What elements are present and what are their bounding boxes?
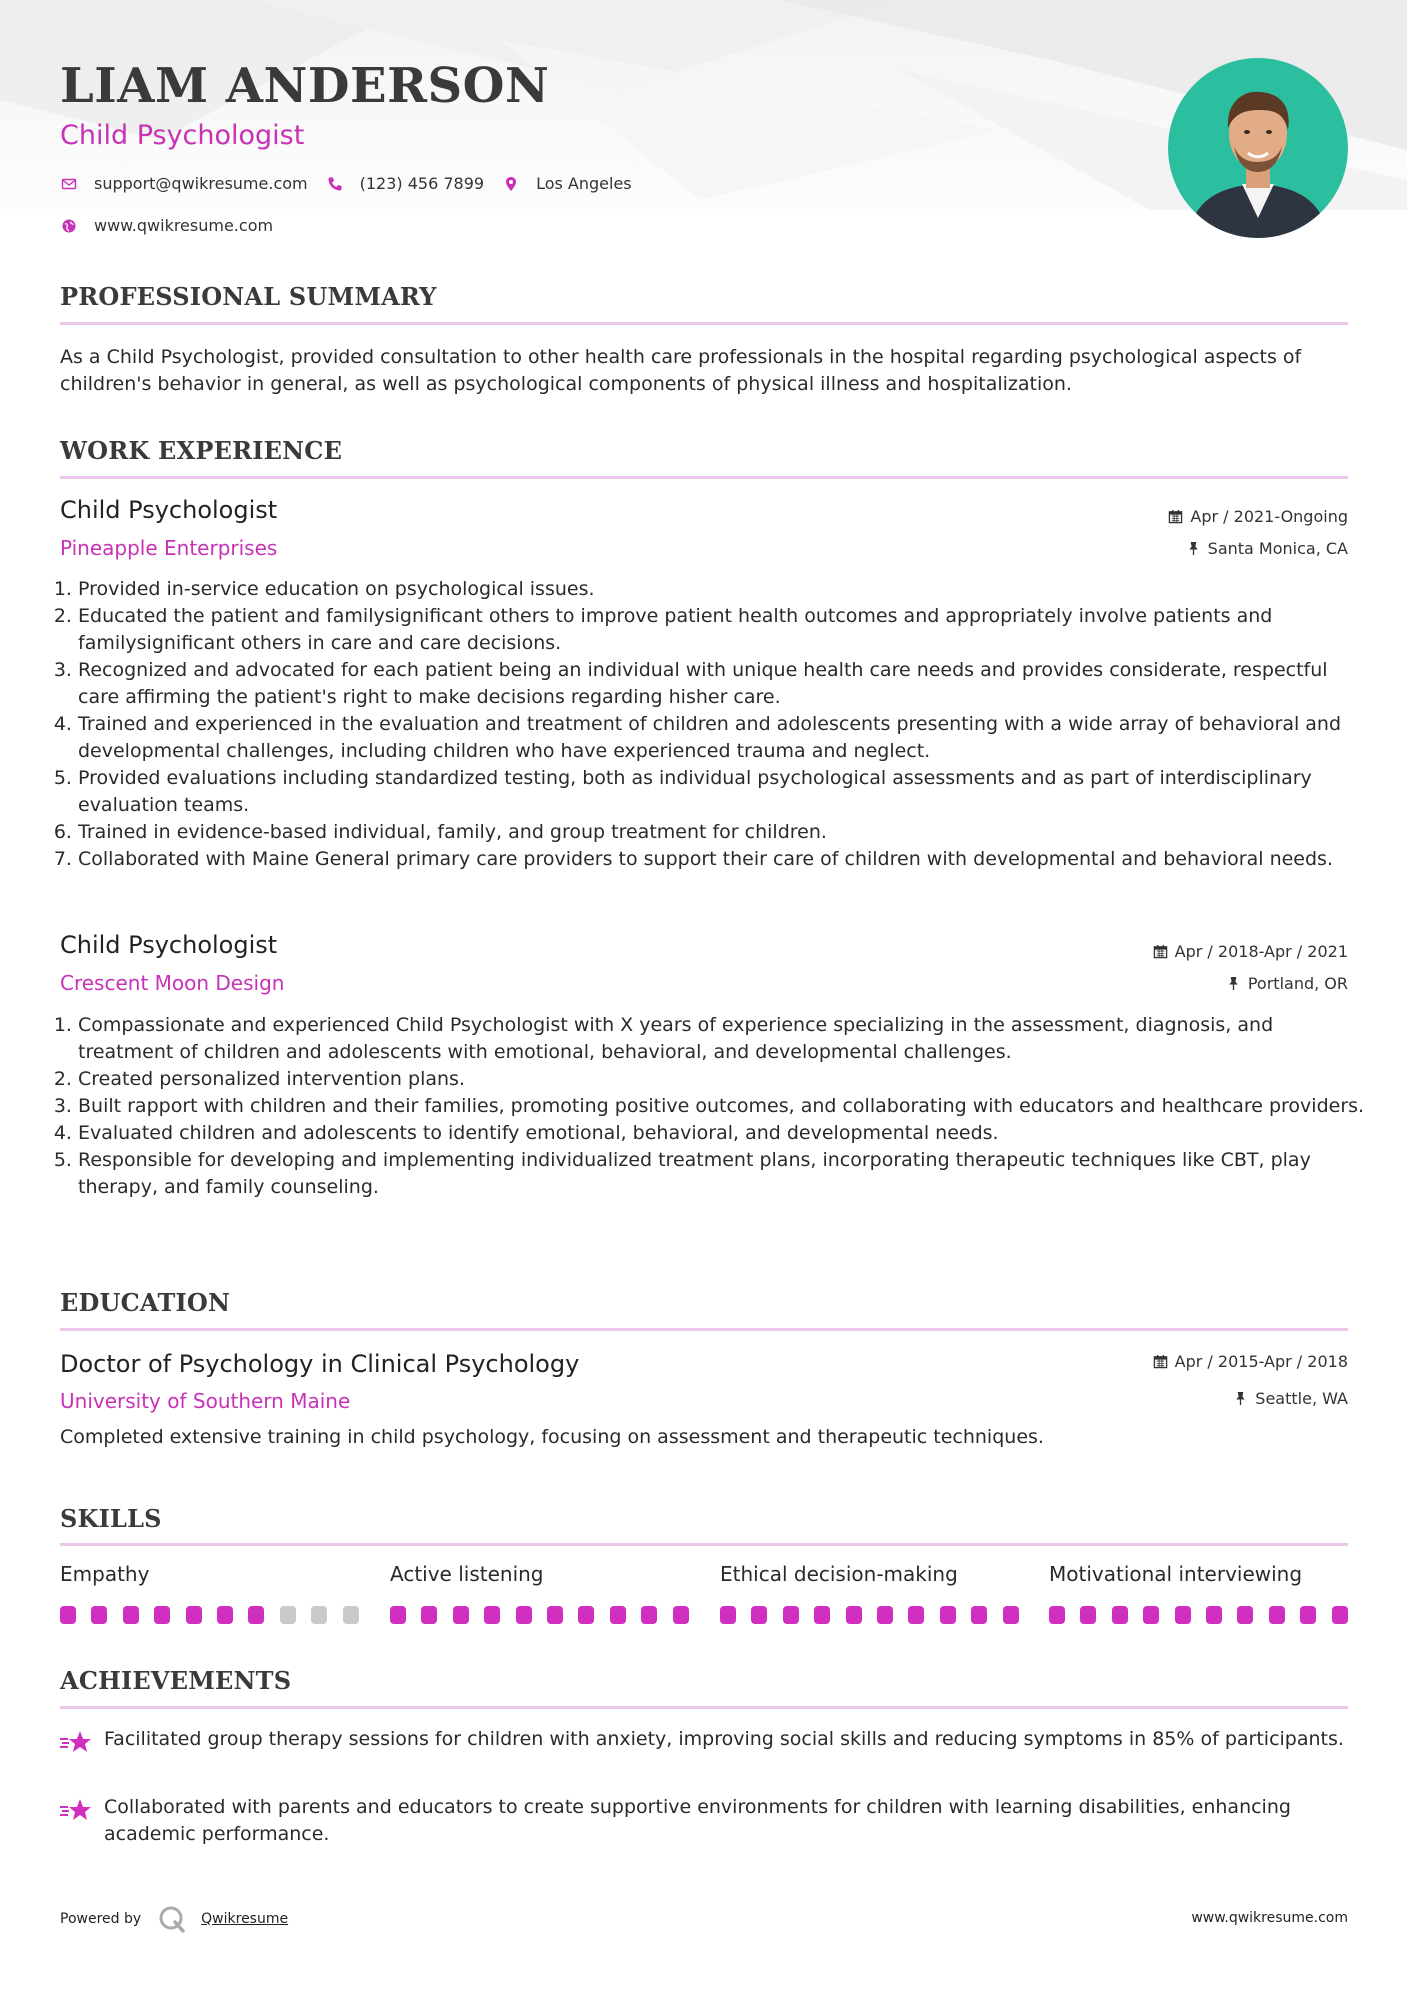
skill-dot-filled bbox=[908, 1606, 924, 1624]
skill-dot-empty bbox=[280, 1606, 296, 1624]
job-2-date bbox=[1153, 942, 1348, 961]
skill-dot-filled bbox=[547, 1606, 563, 1624]
education-date bbox=[1153, 1352, 1348, 1371]
contact-location bbox=[502, 174, 632, 193]
calendar-icon bbox=[1168, 509, 1183, 524]
achievements-divider bbox=[60, 1706, 1348, 1709]
star-badge-icon bbox=[60, 1794, 104, 1848]
pushpin-icon bbox=[1233, 1391, 1248, 1406]
list-item: 1. Provided in-service education on psychological issues. bbox=[78, 576, 1366, 603]
skill-rating bbox=[390, 1606, 690, 1624]
job-1-location bbox=[1186, 539, 1348, 558]
job-2-bullets bbox=[60, 1012, 1366, 1201]
skill-dot-filled bbox=[641, 1606, 657, 1624]
skill-dot-filled bbox=[1143, 1606, 1159, 1624]
skill-item bbox=[1049, 1562, 1349, 1586]
phone-text: (123) 456 7899 bbox=[359, 174, 485, 193]
skill-dot-filled bbox=[60, 1606, 76, 1624]
list-item: 3. Built rapport with children and their families, promoting positive outcomes, and collaborating with educators and healthcare providers. bbox=[78, 1093, 1366, 1120]
skills-heading: SKILLS bbox=[60, 1504, 162, 1533]
list-item: 3. Recognized and advocated for each patient being an individual with unique health care needs and provides considerate, respectful care affirming the patient's right to make decisions regarding hisher care. bbox=[78, 657, 1366, 711]
skill-name: Empathy bbox=[60, 1562, 150, 1586]
calendar-icon bbox=[1153, 944, 1168, 959]
degree-title: Doctor of Psychology in Clinical Psychology bbox=[60, 1350, 580, 1378]
candidate-role: Child Psychologist bbox=[60, 120, 305, 151]
skill-dot-filled bbox=[1300, 1606, 1316, 1624]
skill-rating bbox=[1049, 1606, 1349, 1624]
list-item: 2. Created personalized intervention plans. bbox=[78, 1066, 1366, 1093]
skill-item bbox=[390, 1562, 690, 1586]
contact-website[interactable] bbox=[60, 216, 273, 235]
skill-dot-filled bbox=[421, 1606, 437, 1624]
envelope-icon bbox=[60, 175, 78, 193]
skill-dot-filled bbox=[123, 1606, 139, 1624]
email-text: support@qwikresume.com bbox=[94, 174, 308, 193]
skill-dot-filled bbox=[814, 1606, 830, 1624]
skill-dot-filled bbox=[154, 1606, 170, 1624]
list-item: 1. Compassionate and experienced Child Psychologist with X years of experience specializing in the assessment, diagnosis, and treatment of children and adolescents with emotional, behavioral, and developmental challenges. bbox=[78, 1012, 1366, 1066]
job-1-company: Pineapple Enterprises bbox=[60, 536, 278, 560]
achievement-item bbox=[60, 1726, 1348, 1764]
job-2-date-text: Apr / 2018-Apr / 2021 bbox=[1174, 942, 1348, 961]
skill-dot-filled bbox=[971, 1606, 987, 1624]
qwikresume-logo-icon bbox=[157, 1904, 187, 1934]
skill-dot-filled bbox=[720, 1606, 736, 1624]
list-item: 5. Provided evaluations including standardized testing, both as individual psychological assessments and as part of interdisciplinary evaluation teams. bbox=[78, 765, 1366, 819]
job-1-bullets bbox=[60, 576, 1366, 873]
footer-url[interactable]: www.qwikresume.com bbox=[1191, 1910, 1348, 1926]
education-heading: EDUCATION bbox=[60, 1288, 231, 1317]
pushpin-icon bbox=[1226, 976, 1241, 991]
skill-dot-filled bbox=[846, 1606, 862, 1624]
brand-link[interactable]: Qwikresume bbox=[201, 1911, 289, 1927]
map-pin-icon bbox=[502, 175, 520, 193]
skill-rating bbox=[60, 1606, 360, 1624]
skill-dot-filled bbox=[578, 1606, 594, 1624]
school-name: University of Southern Maine bbox=[60, 1389, 351, 1413]
location-text: Los Angeles bbox=[536, 174, 632, 193]
skill-dot-filled bbox=[186, 1606, 202, 1624]
skill-dot-filled bbox=[751, 1606, 767, 1624]
job-2-title: Child Psychologist bbox=[60, 931, 278, 959]
skill-dot-filled bbox=[1175, 1606, 1191, 1624]
achievement-text: Collaborated with parents and educators to create supportive environments for children with learning disabilities, enhancing academic performance. bbox=[104, 1796, 1291, 1845]
job-1-date-text: Apr / 2021-Ongoing bbox=[1190, 507, 1348, 526]
education-location-text: Seattle, WA bbox=[1255, 1389, 1348, 1408]
job-1-location-text: Santa Monica, CA bbox=[1207, 539, 1348, 558]
skill-dot-empty bbox=[311, 1606, 327, 1624]
profile-photo bbox=[1168, 58, 1348, 238]
skill-dot-filled bbox=[217, 1606, 233, 1624]
skill-dot-filled bbox=[91, 1606, 107, 1624]
skills-divider bbox=[60, 1543, 1348, 1546]
education-location bbox=[1233, 1389, 1348, 1408]
skill-dot-filled bbox=[1003, 1606, 1019, 1624]
job-2-location-text: Portland, OR bbox=[1247, 974, 1348, 993]
powered-by-label: Powered by bbox=[60, 1911, 142, 1927]
education-divider bbox=[60, 1328, 1348, 1331]
skill-dot-filled bbox=[1049, 1606, 1065, 1624]
candidate-name: LIAM ANDERSON bbox=[60, 58, 550, 114]
skill-dot-filled bbox=[783, 1606, 799, 1624]
skill-dot-filled bbox=[453, 1606, 469, 1624]
list-item: 4. Evaluated children and adolescents to identify emotional, behavioral, and developmental needs. bbox=[78, 1120, 1366, 1147]
experience-heading: WORK EXPERIENCE bbox=[60, 436, 343, 465]
skill-dot-filled bbox=[940, 1606, 956, 1624]
skill-dot-filled bbox=[1332, 1606, 1348, 1624]
job-1-date bbox=[1168, 507, 1348, 526]
skill-item bbox=[720, 1562, 1020, 1586]
education-date-text: Apr / 2015-Apr / 2018 bbox=[1174, 1352, 1348, 1371]
skill-dot-filled bbox=[248, 1606, 264, 1624]
contact-row-2 bbox=[60, 216, 291, 235]
skill-name: Active listening bbox=[390, 1562, 544, 1586]
list-item: 6. Trained in evidence-based individual, family, and group treatment for children. bbox=[78, 819, 1366, 846]
skill-dot-filled bbox=[673, 1606, 689, 1624]
footer bbox=[60, 1904, 1348, 1934]
list-item: 5. Responsible for developing and implementing individualized treatment plans, incorporating therapeutic techniques like CBT, play therapy, and family counseling. bbox=[78, 1147, 1366, 1201]
summary-divider bbox=[60, 322, 1348, 325]
list-item: 4. Trained and experienced in the evaluation and treatment of children and adolescents presenting with a wide array of behavioral and developmental challenges, including children who have experienced trauma and neglect. bbox=[78, 711, 1366, 765]
skills-list bbox=[60, 1562, 1348, 1632]
skill-name: Motivational interviewing bbox=[1049, 1562, 1303, 1586]
skill-dot-filled bbox=[877, 1606, 893, 1624]
contact-email[interactable] bbox=[60, 174, 308, 193]
education-description: Completed extensive training in child psychology, focusing on assessment and therapeutic techniques. bbox=[60, 1426, 1044, 1448]
contact-row bbox=[60, 174, 650, 193]
achievement-item bbox=[60, 1794, 1348, 1848]
skill-name: Ethical decision-making bbox=[720, 1562, 958, 1586]
summary-text: As a Child Psychologist, provided consultation to other health care professionals in the hospital regarding psychological aspects of children's behavior in general, as well as psychological components of physical illness and hospitalization. bbox=[60, 346, 1302, 395]
skill-dot-filled bbox=[1237, 1606, 1253, 1624]
skill-dot-filled bbox=[1206, 1606, 1222, 1624]
job-2-location bbox=[1226, 974, 1348, 993]
job-1-title: Child Psychologist bbox=[60, 496, 278, 524]
star-badge-icon bbox=[60, 1726, 104, 1764]
achievement-text: Facilitated group therapy sessions for children with anxiety, improving social skills and reducing symptoms in 85% of participants. bbox=[104, 1728, 1344, 1750]
powered-by bbox=[60, 1904, 288, 1934]
skill-dot-filled bbox=[484, 1606, 500, 1624]
website-text: www.qwikresume.com bbox=[94, 216, 274, 235]
skill-dot-filled bbox=[1112, 1606, 1128, 1624]
skill-rating bbox=[720, 1606, 1020, 1624]
list-item: 7. Collaborated with Maine General primary care providers to support their care of children with developmental and behavioral needs. bbox=[78, 846, 1366, 873]
globe-icon bbox=[60, 217, 78, 235]
achievements-heading: ACHIEVEMENTS bbox=[60, 1666, 292, 1695]
skill-dot-filled bbox=[516, 1606, 532, 1624]
summary-heading: PROFESSIONAL SUMMARY bbox=[60, 282, 437, 311]
skill-dot-filled bbox=[390, 1606, 406, 1624]
job-2-company: Crescent Moon Design bbox=[60, 971, 285, 995]
skill-dot-filled bbox=[610, 1606, 626, 1624]
pushpin-icon bbox=[1186, 541, 1201, 556]
phone-icon bbox=[326, 175, 344, 193]
skill-item bbox=[60, 1562, 360, 1586]
contact-phone[interactable] bbox=[326, 174, 484, 193]
skill-dot-filled bbox=[1080, 1606, 1096, 1624]
skill-dot-empty bbox=[343, 1606, 359, 1624]
skill-dot-filled bbox=[1269, 1606, 1285, 1624]
experience-divider bbox=[60, 476, 1348, 479]
calendar-icon bbox=[1153, 1354, 1168, 1369]
list-item: 2. Educated the patient and familysignificant others to improve patient health outcomes and appropriately involve patients and familysignificant others in care and care decisions. bbox=[78, 603, 1366, 657]
